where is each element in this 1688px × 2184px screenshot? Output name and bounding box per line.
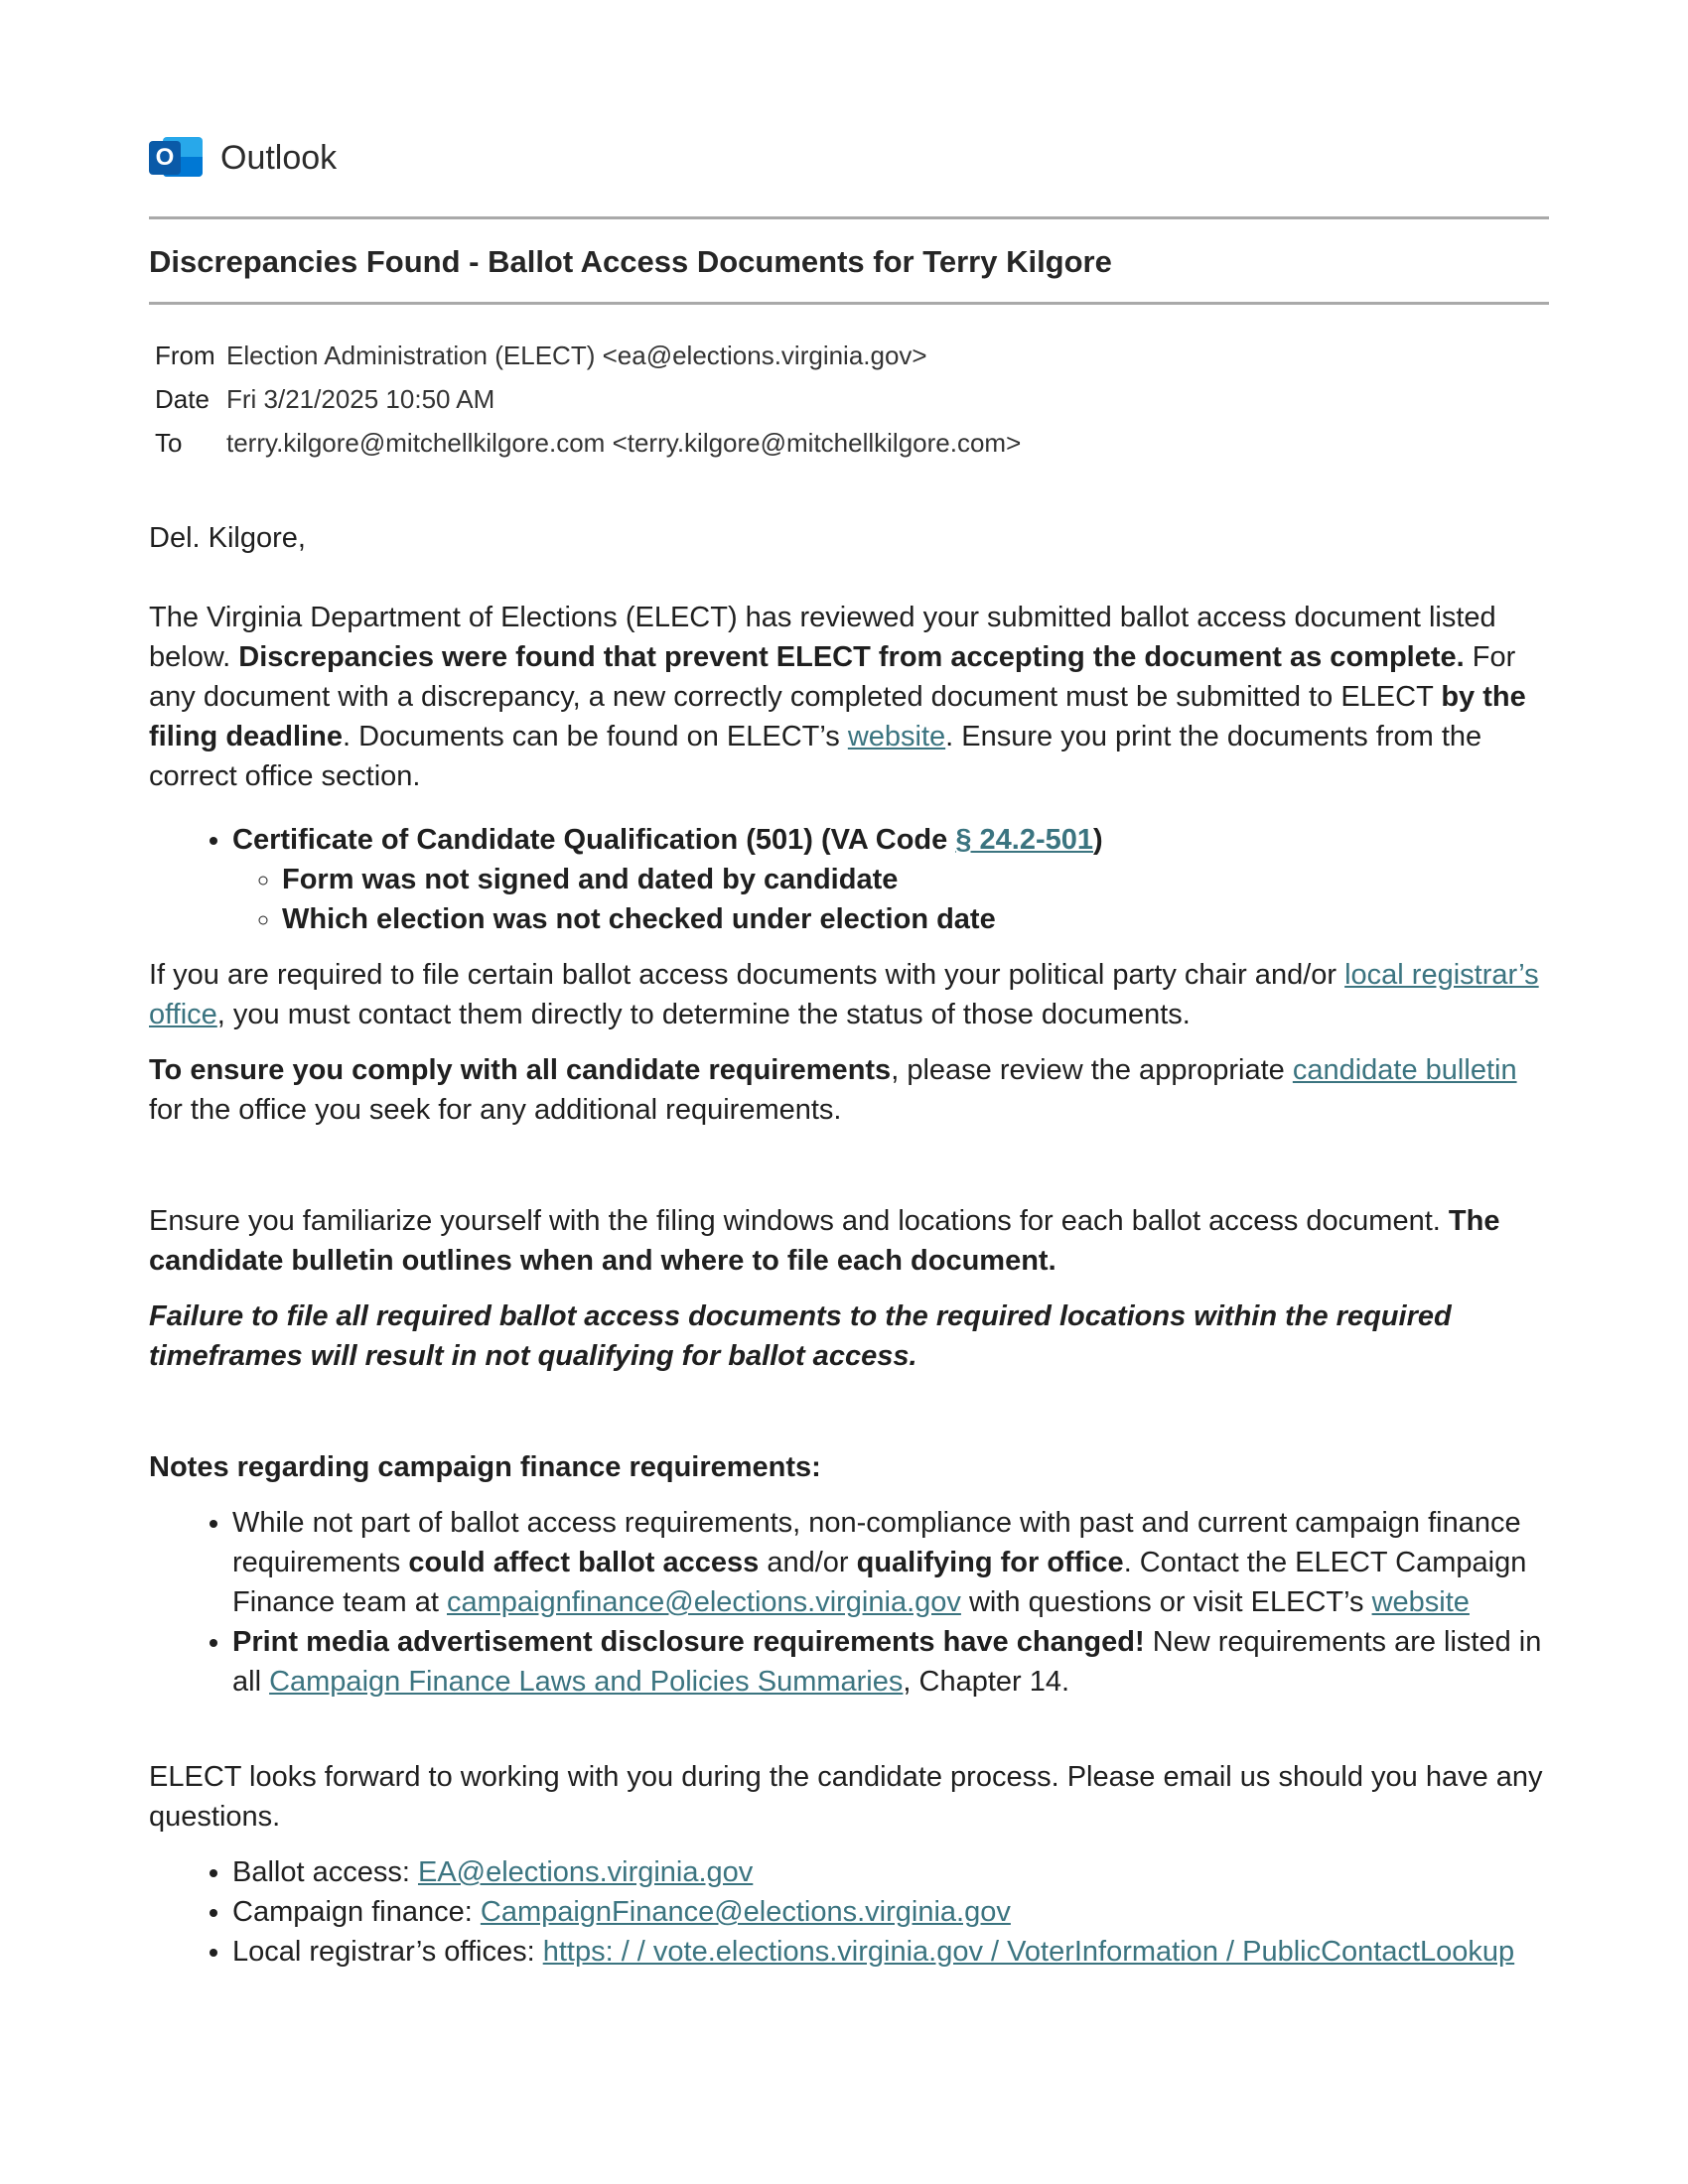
intro-paragraph [149,598,1549,796]
outlook-logo-icon: O [149,133,203,183]
filing-text: Ensure you familiarize yourself with the filing windows and locations for each ballot access document. [149,1205,1449,1237]
notes-list [149,1503,1549,1702]
requirements-paragraph [149,1050,1549,1130]
document-paren: ) [1093,824,1103,856]
contact-label: Local registrar’s offices: [232,1936,543,1968]
requirements-text-2: for the office you seek for any additional requirements. [149,1094,842,1126]
website-link[interactable]: website [847,721,946,752]
campaign-finance-summaries-link[interactable]: Campaign Finance Laws and Policies Summaries [269,1666,904,1698]
intro-text-4: . Ensure you print the documents from the correct office section. [149,721,1482,792]
candidate-bulletin-link[interactable]: candidate bulletin [1292,1054,1517,1086]
to-row [155,421,1021,465]
email-headers [155,334,1021,465]
from-label: From [155,340,215,370]
app-name: Outlook [220,138,338,177]
registrar-paragraph [149,955,1549,1034]
note-item [232,1503,1549,1622]
intro-text-3: . Documents can be found on ELECT’s [342,721,848,752]
issue-item: ◦ Which election was not checked under election date [282,899,1549,939]
intro-bold-1: Discrepancies were found that prevent ELECT from accepting the document as complete. [238,641,1465,673]
document-item [232,820,1549,939]
note1-text-3: . Contact the ELECT Campaign Finance team at [232,1547,1527,1618]
from-row [155,334,1021,377]
note2-bold: Print media advertisement disclosure requirements have changed! [232,1626,1145,1658]
contact-item [232,1892,1549,1932]
public-contact-lookup-link[interactable]: https: / / vote.elections.virginia.gov / VoterInformation / PublicContactLookup [542,1936,1515,1968]
email-body [149,518,1549,1972]
to-label: To [155,427,183,458]
note1-bold-2: qualifying for office [856,1547,1124,1578]
note2-text-2: , Chapter 14. [903,1666,1070,1698]
document-name: Certificate of Candidate Qualification (501) (VA Code [232,824,956,856]
divider-top [149,216,1549,219]
requirements-text-1: , please review the appropriate [891,1054,1293,1086]
requirements-bold: To ensure you comply with all candidate requirements [149,1054,892,1086]
note1-text-2: and/or [759,1547,857,1578]
issue-list [232,860,1549,939]
note-item [232,1622,1549,1702]
divider-bottom [149,302,1549,305]
closing-paragraph: ELECT looks forward to working with you during the candidate process. Please email us should you have any questions. [149,1761,1543,1833]
registrar-text-2: , you must contact them directly to determine the status of those documents. [216,999,1191,1030]
filing-paragraph [149,1201,1549,1281]
campaign-finance-contact-link[interactable]: CampaignFinance@elections.virginia.gov [480,1896,1011,1928]
email-subject: Discrepancies Found - Ballot Access Documents for Terry Kilgore [149,244,1112,279]
note1-bold-1: could affect ballot access [408,1547,760,1578]
registrar-text-1: If you are required to file certain ballot access documents with your political party chair and/or [149,959,1345,991]
issue-item: ◦ Form was not signed and dated by candidate [282,860,1549,899]
from-value: Election Administration (ELECT) <ea@elections.virginia.gov> [226,340,927,370]
date-value: Fri 3/21/2025 10:50 AM [226,383,495,414]
contact-list [149,1852,1549,1972]
contact-item [232,1852,1549,1892]
contact-item [232,1932,1549,1972]
failure-warning: Failure to file all required ballot access documents to the required locations within the required timeframes will result in not qualifying for ballot access. [149,1300,1452,1372]
to-value: terry.kilgore@mitchellkilgore.com <terry.kilgore@mitchellkilgore.com> [226,427,1022,458]
note1-text-4: with questions or visit ELECT’s [960,1586,1372,1618]
filing-bold: The candidate bulletin outlines when and where to file each document. [149,1205,1500,1277]
va-code-link[interactable]: § 24.2-501 [955,824,1093,856]
intro-text-1: The Virginia Department of Elections (ELECT) has reviewed your submitted ballot access document listed below. [149,602,1496,673]
outlook-header [149,133,337,183]
intro-bold-2: by the filing deadline [149,681,1526,752]
ballot-access-email-link[interactable]: EA@elections.virginia.gov [417,1856,754,1888]
contact-label: Ballot access: [232,1856,418,1888]
contact-label: Campaign finance: [232,1896,481,1928]
greeting: Del. Kilgore, [149,522,306,554]
date-label: Date [155,383,210,414]
local-registrar-link[interactable]: local registrar’s office [149,959,1539,1030]
note2-text-1: New requirements are listed in all [232,1626,1542,1698]
campaign-finance-email-link[interactable]: campaignfinance@elections.virginia.gov [447,1586,961,1618]
document-list [149,820,1549,939]
intro-text-2: For any document with a discrepancy, a new correctly completed document must be submitted to ELECT [149,641,1516,713]
notes-heading: Notes regarding campaign finance requirements: [149,1451,821,1483]
note1-text-1: While not part of ballot access requirements, non-compliance with past and current campaign finance requirements [232,1507,1521,1578]
date-row [155,377,1021,421]
website-link[interactable]: website [1371,1586,1470,1618]
